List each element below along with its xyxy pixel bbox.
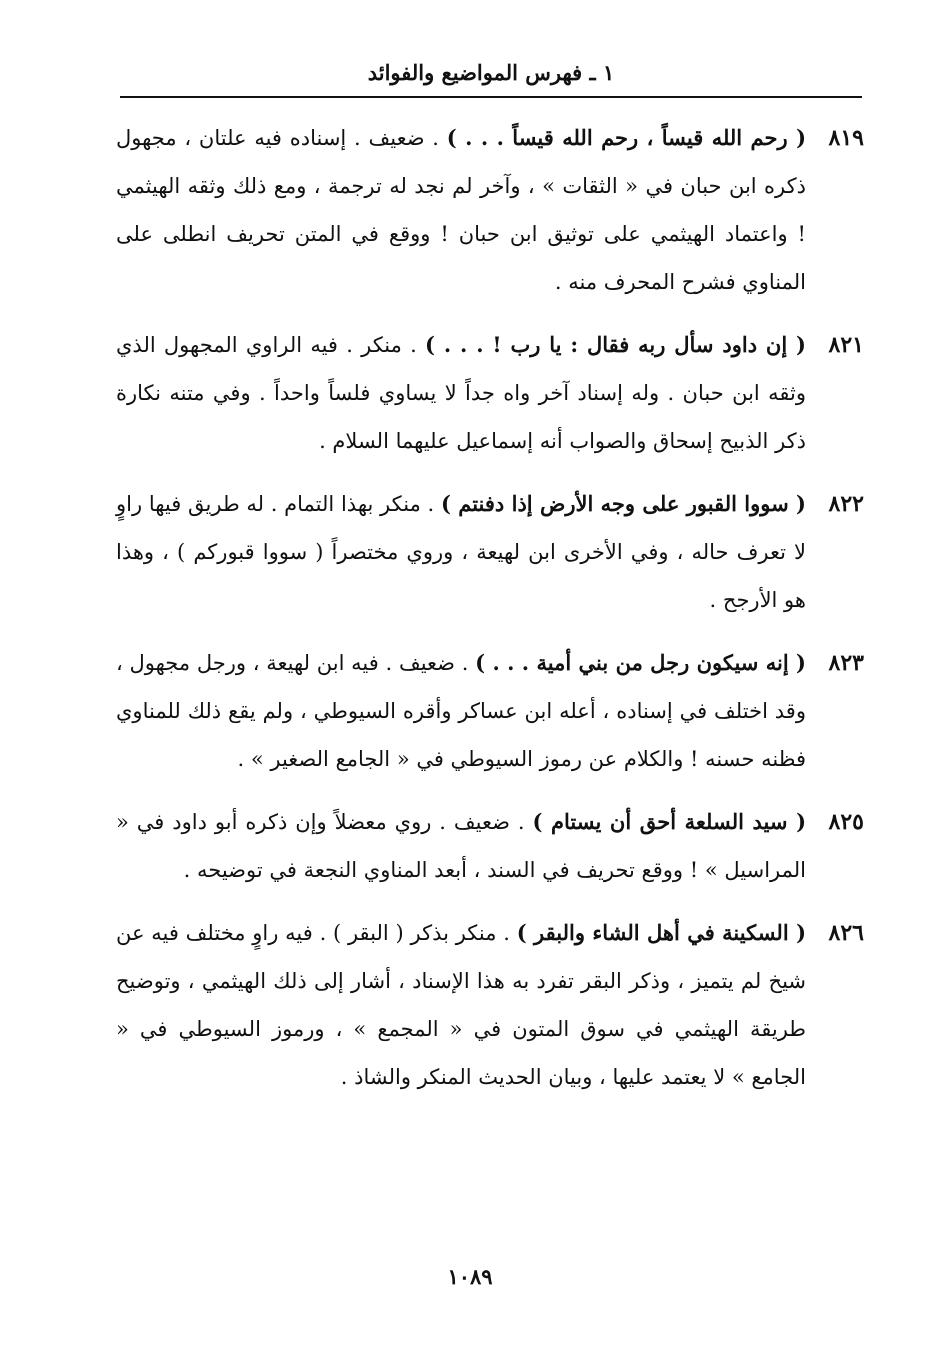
hadith-title: ( رحم الله قيساً ، رحم الله قيساً . . . ) — [446, 125, 806, 150]
hadith-title: ( إن داود سأل ربه فقال : يا رب ! . . . ) — [425, 332, 806, 357]
entry-body: . منكر بهذا التمام . له طريق فيها راوٍ لا تعرف حاله ، وفي الأخرى ابن لهيعة ، وروي مختصراً ( سووا قبوركم ) ، وهذا هو الأرجح . — [116, 492, 806, 612]
entry-number: ٨٢٣ — [828, 650, 864, 676]
entry-text — [116, 114, 806, 306]
entry-body: . ضعيف . فيه ابن لهيعة ، ورجل مجهول ، وقد اختلف في إسناده ، أعله ابن عساكر وأقره السيوطي ، ولم يقع ذلك للمناوي فظنه حسنه ! والكلام عن رموز السيوطي في « الجامع الصغير » . — [116, 651, 806, 771]
running-head: ١ ـ فهرس المواضيع والفوائد — [367, 60, 615, 85]
hadith-title: ( إنه سيكون رجل من بني أمية . . . ) — [475, 650, 806, 675]
entry-number: ٨١٩ — [828, 125, 864, 151]
entry-text — [116, 480, 806, 624]
hadith-title: ( سووا القبور على وجه الأرض إذا دفنتم ) — [440, 491, 806, 516]
entry-819 — [116, 114, 864, 306]
entry-number: ٨٢١ — [828, 332, 864, 358]
entry-list — [116, 114, 864, 1116]
hadith-title: ( السكينة في أهل الشاء والبقر ) — [516, 920, 807, 945]
hadith-title: ( سيد السلعة أحق أن يستام ) — [532, 809, 807, 834]
entry-825 — [116, 798, 864, 894]
entry-number: ٨٢٦ — [828, 920, 864, 946]
entry-text — [116, 321, 806, 465]
entry-number: ٨٢٥ — [828, 809, 864, 835]
entry-body: . ضعيف . إسناده فيه علتان ، مجهول ذكره ابن حبان في « الثقات » ، وآخر لم نجد له ترجمة ، ومع ذلك وثقه الهيثمي ! واعتماد الهيثمي على توثيق ابن حبان ! ووقع في المتن تحريف انطلى على المناوي فشرح المحرف منه . — [116, 126, 806, 294]
entry-823 — [116, 639, 864, 783]
entry-822 — [116, 480, 864, 624]
entry-number: ٨٢٢ — [828, 491, 864, 517]
entry-body: . منكر بذكر ( البقر ) . فيه راوٍ مختلف فيه عن شيخ لم يتميز ، وذكر البقر تفرد به هذا الإسناد ، أشار إلى ذلك الهيثمي ، وتوضيح طريقة الهيثمي في سوق المتون في « المجمع » ، ورموز السيوطي في « الجامع » لا يعتمد عليها ، وبيان الحديث المنكر والشاذ . — [116, 921, 806, 1089]
entry-text — [116, 798, 806, 894]
entry-821 — [116, 321, 864, 465]
page-number: ١٠٨٩ — [447, 1264, 493, 1289]
entry-body: . منكر . فيه الراوي المجهول الذي وثقه ابن حبان . وله إسناد آخر واه جداً لا يساوي فلساً واحداً . وفي متنه نكارة ذكر الذبيح إسحاق والصواب أنه إسماعيل عليهما السلام . — [116, 333, 806, 453]
entry-826 — [116, 909, 864, 1101]
entry-text — [116, 909, 806, 1101]
entry-body: . ضعيف . روي معضلاً وإن ذكره أبو داود في « المراسيل » ! ووقع تحريف في السند ، أبعد المناوي النجعة في توضيحه . — [116, 810, 806, 882]
entry-text — [116, 639, 806, 783]
header-rule — [120, 96, 862, 98]
